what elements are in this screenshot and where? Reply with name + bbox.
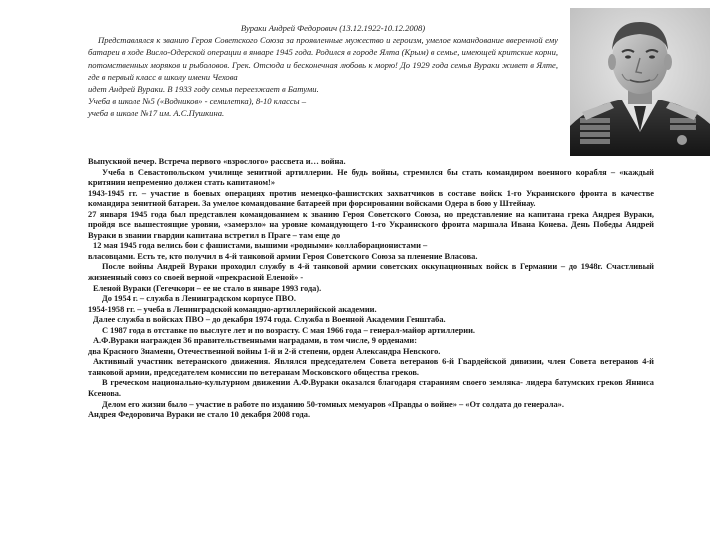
body-paragraph: власовцами. Есть те, кто получил в 4-й танковой армии Героя Советского Союза за пленение Власова. — [88, 251, 478, 261]
intro-block — [88, 22, 558, 120]
body-paragraph: До 1954 г. – служба в Ленинградском корпусе ПВО. — [102, 294, 296, 304]
portrait-photo-icon — [570, 8, 710, 156]
body-paragraph: 1943-1945 гг. – участие в боевых операциях против немецко-фашистских захватчиков в составе войск 1-го Украинского фронта в качестве командира зенитной батареи. За умелое командование батареей при форсировании войсками Одера в бою у Штейнау. — [88, 188, 654, 209]
intro-paragraph: Представлялся к званию Героя Советского Союза за проявленные мужество и героизм, умелое командование вверенной ему батареи в ходе Висло-Одерской операции в январе 1945 года. Родился в городе Ялта (Крым) в семье, имеющей критские корни, потомственных моряков и рыболовов. Грек. Отсюда и бесконечная любовь к морю! До 1929 года семья Вураки живет в Ялте, где в первый класс в школу имени Чехова — [88, 35, 559, 82]
body-paragraph: Учеба в Севастопольском училище зенитной артиллерии. Не будь войны, стремился бы стать командиром военного корабля – «каждый критянин непременно должен стать капитаном!» — [88, 167, 654, 188]
biography-body — [88, 157, 654, 421]
body-paragraph: два Красного Знамени, Отечественной войны 1-й и 2-й степени, орден Александра Невского. — [88, 346, 441, 356]
body-paragraph: Андрея Федоровича Вураки не стало 10 декабря 2008 года. — [88, 410, 311, 420]
intro-line: идет Андрей Вураки. В 1933 году семья переезжает в Батуми. — [88, 84, 319, 95]
intro-line: Учеба в школе №5 («Водников» - семилетка), 8-10 классы – — [88, 96, 306, 107]
body-paragraph: 12 мая 1945 года велись бои с фашистами, вышими «родными» коллаборационистами – — [93, 241, 428, 251]
body-paragraph: Еленой Вураки (Гегечкори – ее не стало в январе 1993 года). — [93, 283, 322, 293]
document-title: Вураки Андрей Федорович (13.12.1922-10.12.2008) — [240, 23, 426, 33]
body-paragraph: Выпускной вечер. Встреча первого «взрослого» рассвета и… война. — [88, 157, 346, 166]
body-paragraph: С 1987 года в отставке по выслуге лет и по возрасту. С мая 1966 года – генерал-майор артиллерии. — [102, 325, 476, 335]
body-paragraph: А.Ф.Вураки награжден 36 правительственными наградами, в том числе, 9 орденами: — [93, 336, 418, 346]
body-paragraph: Далее служба в войсках ПВО – до декабря 1974 года. Служба в Военной Академии Генштаба. — [93, 315, 446, 325]
body-paragraph: Делом его жизни было – участие в работе по изданию 50-томных мемуаров «Правды о войне» – «От солдата до генерала». — [102, 399, 564, 409]
body-paragraph: После войны Андрей Вураки проходил службу в 4-й танковой армии советских оккупационных войск в Германии – до 1948г. Счастливый жизненный союз со своей верной «прекрасной Еленой» - — [88, 262, 654, 283]
body-paragraph: Активный участник ветеранского движения. Являлся председателем Совета ветеранов 6-й Гвардейской дивизии, член Совета ветеранов 4-й танковой армии, председателем комиссии по ветеранам Московского общества греков. — [88, 357, 654, 377]
body-paragraph: В греческом национально-культурном движении А.Ф.Вураки оказался благодаря стараниям своего земляка- лидера батумских греков Янниса Ксенова. — [88, 378, 654, 399]
intro-line: учеба в школе №17 им. А.С.Пушкина. — [88, 108, 225, 119]
body-paragraph: 27 января 1945 года был представлен командованием к званию Героя Советского Союза, но представление на капитана грека Андрея Вураки, пройдя все вышестоящие уровни, «замерзло» на уровне командующего 1-го Украинского фронта маршала Ивана Конева. День Победы Андрей Вураки в звании гвардии капитана встретил в Праге – там еще до — [88, 209, 654, 240]
body-paragraph: 1954-1958 гг. – учеба в Ленинградской командно-артиллерийской академии. — [88, 304, 377, 314]
